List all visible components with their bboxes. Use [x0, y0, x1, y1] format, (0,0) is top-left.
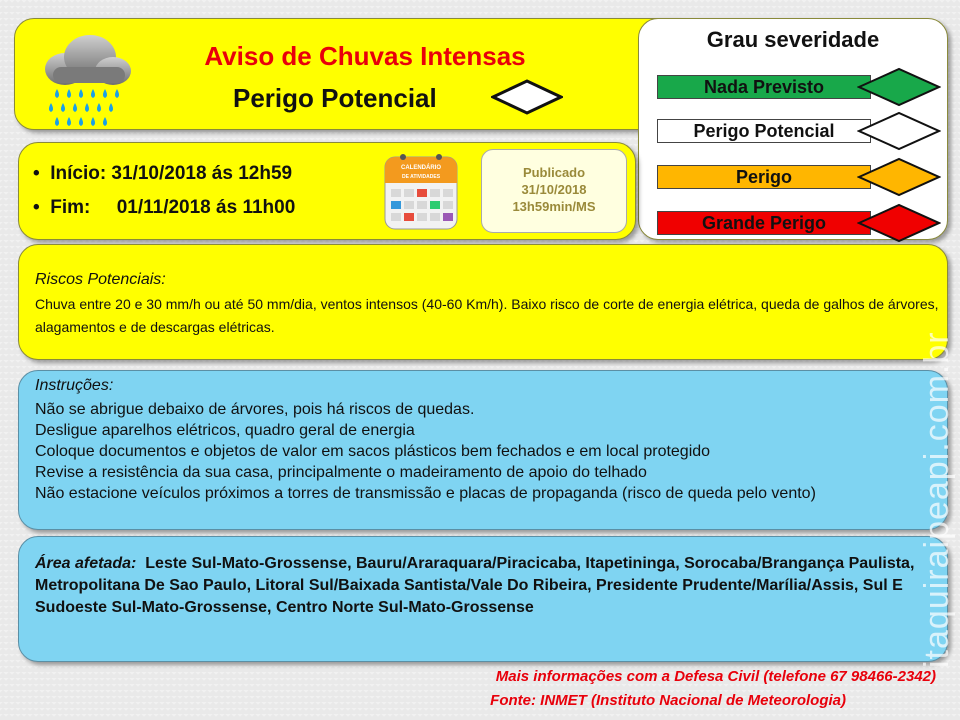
orange-diamond-icon [857, 157, 941, 197]
published-time: 13h59min/MS [512, 199, 596, 214]
alert-level-subtitle: Perigo Potencial [233, 83, 437, 113]
published-label: Publicado [522, 165, 586, 180]
risks-panel [18, 244, 948, 360]
red-diamond-icon [857, 203, 941, 243]
affected-area-regions: Leste Sul-Mato-Grossense, Bauru/Araraquara/Piracicaba, Itapetininga, Sorocaba/Brangança Paulista, Metropolitana De Sao Paulo, Litoral Sul/Baixada Santista/Vale Do Ribeira, Presidente Prudente/Marília/Assis, Sul E Sudoeste Sul-Mato-Grossense, Centro Norte Sul-Mato-Grossense [35, 555, 915, 616]
footer-more-info: Mais informações com a Defesa Civil (telefone 67 98466-2342) [495, 668, 936, 685]
severity-label: Nada Previsto [657, 75, 871, 99]
calendar-icon [379, 149, 463, 233]
severity-legend [638, 18, 948, 240]
start-date: • Início: 31/10/2018 ás 12h59 [33, 163, 293, 184]
severity-row-danger [657, 157, 941, 197]
instructions-panel [18, 370, 948, 530]
svg-text:CALENDÁRIO: CALENDÁRIO [401, 165, 441, 171]
end-date: • Fim: 01/11/2018 ás 11h00 [33, 197, 296, 218]
list-item: Desligue aparelhos elétricos, quadro geral de energia [35, 422, 415, 439]
severity-row-great-danger [657, 203, 941, 243]
list-item: Coloque documentos e objetos de valor em sacos plásticos bem fechados e em local protegido [35, 443, 711, 460]
severity-label: Perigo Potencial [657, 119, 871, 143]
level-diamond-icon [491, 79, 563, 115]
list-item: Não se abrigue debaixo de árvores, pois há riscos de quedas. [35, 401, 475, 418]
affected-area [35, 553, 931, 619]
severity-row-potential [657, 111, 941, 151]
risks-text: Chuva entre 20 e 30 mm/h ou até 50 mm/dia, ventos intensos (40-60 Km/h). Baixo risco de corte de energia elétrica, queda de galhos de árvores, alagamentos e de descargas elétricas. [35, 296, 939, 335]
published-date: 31/10/2018 [521, 182, 587, 197]
instructions-heading: Instruções: [35, 377, 114, 394]
watermark: itaquiraipeapi.com.br [918, 331, 956, 668]
severity-label: Grande Perigo [657, 211, 871, 235]
list-item: Não estacione veículos próximos a torres de transmissão e placas de propaganda (risco de queda pelo vento) [35, 485, 816, 502]
white-diamond-icon [857, 111, 941, 151]
list-item: Revise a resistência da sua casa, principalmente o madeiramento de apoio do telhado [35, 464, 647, 481]
severity-label: Perigo [657, 165, 871, 189]
green-diamond-icon [857, 67, 941, 107]
footer-source: Fonte: INMET (Instituto Nacional de Meteorologia) [490, 692, 846, 709]
severity-row-none [657, 67, 941, 107]
published-info [481, 149, 627, 233]
affected-area-panel [18, 536, 948, 662]
severity-title: Grau severidade [706, 27, 880, 52]
rain-cloud-icon [35, 27, 135, 127]
page-title: Aviso de Chuvas Intensas [204, 41, 526, 71]
svg-text:DE ATIVIDADES: DE ATIVIDADES [401, 174, 441, 180]
risks-heading: Riscos Potenciais: [35, 271, 166, 288]
dates-panel [18, 142, 636, 240]
instructions-list [35, 399, 931, 504]
affected-area-label: Área afetada: [35, 555, 137, 572]
title-panel [14, 18, 694, 130]
